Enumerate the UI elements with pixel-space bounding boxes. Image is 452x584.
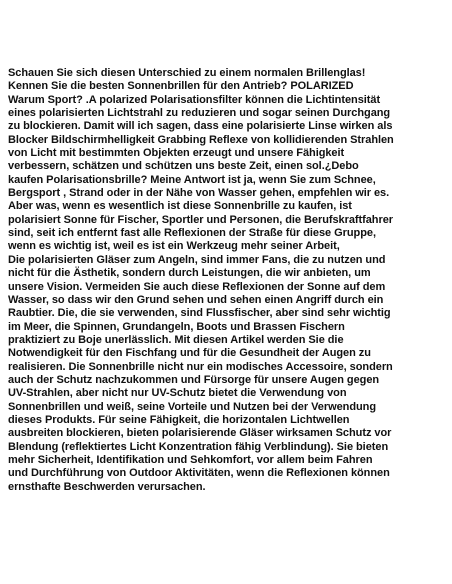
text-line: Blocker Bildschirmhelligkeit Grabbing Reflexe von kollidierenden Strahlen [8, 133, 394, 146]
text-line: nicht für die Ästhetik, sondern durch Leistungen, die wir anbieten, um [8, 267, 371, 280]
text-line: verbessern, schätzen und schützen uns beste Zeit, einen sol.¿Debo [8, 160, 359, 173]
text-line: Schauen Sie sich diesen Unterschied zu einem normalen Brillenglas! [8, 67, 366, 79]
text-line: Wasser, so dass wir den Grund sehen und sehen einen Angriff durch ein [8, 293, 384, 306]
text-line: kaufen Polarisationsbrille? Meine Antwort ist ja, wenn Sie zum Schnee, [8, 173, 376, 186]
text-line: mehr Sicherheit, Identifikation und Sehkomfort, vor allem beim Fahren [8, 453, 373, 466]
text-line: ernsthafte Beschwerden verursachen. [8, 480, 206, 493]
text-line: ausbreiten blockieren, bieten polarisierende Gläser wirksamen Schutz vor [8, 427, 392, 440]
text-line: Notwendigkeit für den Fischfang und für die Gesundheit der Augen zu [8, 347, 371, 360]
text-line: Die polarisierten Gläser zum Angeln, sind immer Fans, die zu nutzen und [8, 253, 386, 266]
document-body [8, 67, 448, 494]
text-line: und Durchführung von Outdoor Aktivitäten, wenn die Reflexionen können [8, 467, 390, 480]
text-line: sind, seit ich entfernt fast alle Reflexionen der Straße für diese Gruppe, [8, 227, 376, 240]
text-line: Sonnenbrillen und weiß, seine Vorteile und Nutzen bei der Verwendung [8, 400, 376, 413]
text-line: praktiziert zu Boje unerlässlich. Mit diesen Artikel werden Sie die [8, 333, 344, 346]
text-line: dieses Produkts. Für seine Fähigkeit, die horizontalen Lichtwellen [8, 413, 350, 426]
text-line: auch der Schutz nachzukommen und Fürsorge für unsere Augen gegen [8, 373, 380, 386]
text-line: UV-Strahlen, aber nicht nur UV-Schutz bietet die Verwendung von [8, 387, 347, 400]
text-line: unsere Vision. Vermeiden Sie auch diese Reflexionen der Sonne auf dem [8, 280, 386, 293]
text-line: Raubtier. Die, die sie verwenden, sind Flussfischer, aber sind sehr wichtig [8, 307, 391, 320]
text-line: Bergsport , Strand oder in der Nähe von Wasser gehen, empfehlen wir es. [8, 187, 390, 200]
text-line: zu blockieren. Damit will ich sagen, dass eine polarisierte Linse wirken als [8, 120, 393, 133]
text-line: eines polarisierten Lichtstrahl zu reduzieren und sogar seinen Durchgang [8, 107, 391, 120]
text-line: realisieren. Die Sonnenbrille nicht nur ein modisches Accessoire, sondern [8, 360, 393, 373]
text-line: Kennen Sie die besten Sonnenbrillen für den Antrieb? POLARIZED [8, 80, 354, 93]
text-line: Blendung (reflektiertes Licht Konzentration fähig Verblindung). Sie bieten [8, 440, 389, 453]
text-line: wenn es wichtig ist, weil es ist ein Werkzeug mehr seiner Arbeit, [8, 240, 340, 253]
text-line: von Licht mit bestimmten Objekten erzeugt und unsere Fähigkeit [8, 147, 345, 160]
text-line: im Meer, die Spinnen, Grundangeln, Boots und Brassen Fischern [8, 320, 345, 333]
text-line: polarisiert Sonne für Fischer, Sportler und Personen, die Berufskraftfahrer [8, 213, 394, 226]
text-line: Aber was, wenn es wesentlich ist diese Sonnenbrille zu kaufen, ist [8, 200, 352, 213]
text-line: Warum Sport? .A polarized Polarisationsfilter können die Lichtintensität [8, 93, 381, 106]
